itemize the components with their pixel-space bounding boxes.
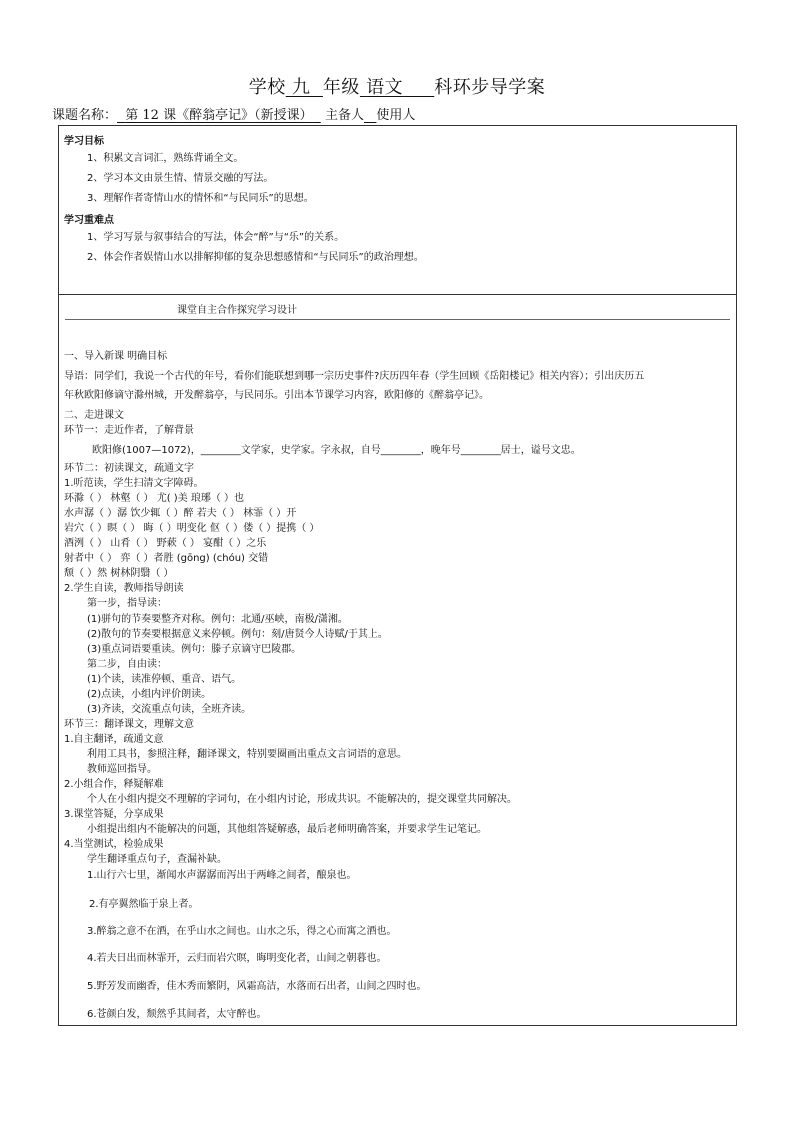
sentence-item: 6.苍颜白发，颓然乎其间者，太守醉也。 bbox=[87, 1009, 267, 1020]
text-line: 小组提出组内不能解决的问题，其他组答疑解惑，最后老师明确答案，并要求学生记笔记。 bbox=[87, 824, 487, 835]
sentence-item: 4.若夫日出而林霏开，云归而岩穴暝，晦明变化者，山间之朝暮也。 bbox=[87, 953, 387, 964]
design-box bbox=[58, 294, 737, 1026]
divider bbox=[65, 319, 730, 320]
text-line: 年秋欧阳修谪守滁州城，开发醉翁亭，与民同乐。引出本节课学习内容，欧阳修的《醉翁亭记》。 bbox=[64, 390, 489, 401]
task-line: 1.听范读，学生扫清文字障碍。 bbox=[64, 478, 204, 489]
sentence-item: 3.醉翁之意不在酒，在乎山水之间也。山水之乐，得之心而寓之酒也。 bbox=[87, 926, 397, 937]
text-line: (2)点读，小组内评价朗读。 bbox=[87, 689, 212, 700]
vocab-line: 环滁（ ） 林壑（ ） 尤( )美 琅琊（ ）也 bbox=[64, 493, 245, 504]
section-heading: 一、导入新课 明确目标 bbox=[64, 351, 168, 362]
vocab-line: 岩穴（ ）暝（ ） 晦（ ）明变化 伛（ ）偻（ ）提携（ ） bbox=[64, 523, 320, 534]
text-line: (3)齐读，交流重点句读，全班齐读。 bbox=[87, 704, 252, 715]
title-subject: 语文 bbox=[366, 77, 404, 98]
goal-item: 3、理解作者寄情山水的情怀和“与民同乐”的思想。 bbox=[87, 193, 314, 204]
task-line: 1.自主翻译，疏通文意 bbox=[64, 734, 164, 745]
course-name: 第 12 课《醉翁亭记》（新授课） bbox=[125, 108, 313, 123]
task-line: 2.小组合作，释疑解难 bbox=[64, 779, 164, 790]
step-heading: 环节二：初读课文，疏通文字 bbox=[64, 463, 194, 474]
focus-item: 1、学习写景与叙事结合的写法，体会“醉”与“乐”的关系。 bbox=[87, 232, 345, 243]
text-line: (3)重点词语要重读。例句：滕子京谪守巴陵郡。 bbox=[87, 644, 302, 655]
goal-item: 2、学习本文由景生情、情景交融的写法。 bbox=[87, 173, 274, 184]
text-line: 学生翻译重点句子，查漏补缺。 bbox=[87, 854, 227, 865]
text-line: (2)散句的节奏要根据意义来停顿。例句：刻/唐贤今人诗赋/于其上。 bbox=[87, 629, 388, 640]
planner-blank bbox=[364, 108, 376, 123]
sentence-item: 1.山行六七里，渐闻水声潺潺而泻出于两峰之间者，酿泉也。 bbox=[87, 870, 357, 881]
goals-box bbox=[58, 125, 737, 294]
step-heading: 环节一：走近作者，了解背景 bbox=[64, 425, 194, 436]
text-line: (1)个读，读准停顿、重音、语气。 bbox=[87, 674, 242, 685]
task-line: 2.学生自读，教师指导朗读 bbox=[64, 583, 184, 594]
course-label: 课题名称： bbox=[52, 108, 118, 123]
step-heading: 环节三：翻译课文，理解文意 bbox=[64, 719, 194, 730]
focus-item: 2、体会作者娱情山水以排解抑郁的复杂思想感情和“与民同乐”的政治理想。 bbox=[87, 252, 424, 263]
task-line: 3.课堂答疑，分享成果 bbox=[64, 809, 164, 820]
text-line: 第一步，指导读： bbox=[87, 598, 167, 609]
design-title: 课堂自主合作探究学习设计 bbox=[177, 305, 297, 316]
text-line: 第二步，自由读： bbox=[87, 659, 167, 670]
focus-heading: 学习重难点 bbox=[64, 215, 114, 226]
section-heading: 二、走进课文 bbox=[64, 410, 124, 421]
sentence-item: 5.野芳发而幽香，佳木秀而繁阴，风霜高洁，水落而石出者，山间之四时也。 bbox=[87, 981, 427, 992]
planner-label: 主备人 bbox=[325, 108, 365, 123]
user-label: 使用人 bbox=[376, 108, 416, 123]
text-line: 导语：同学们，我说一个古代的年号，看你们能联想到哪一宗历史事件?庆历四年春（学生回顾《岳阳楼记》相关内容）；引出庆历五 bbox=[64, 371, 645, 382]
course-line bbox=[52, 104, 415, 123]
task-line: 4.当堂测试，检验成果 bbox=[64, 839, 164, 850]
vocab-line: 水声潺（ ）潺 饮少辄（ ）醉 若夫（ ） 林霏（ ）开 bbox=[64, 508, 297, 519]
text-line: 利用工具书，参照注释，翻译课文，特别要圈画出重点文言词语的意思。 bbox=[87, 749, 407, 760]
title-grade-suffix: 年级 bbox=[322, 77, 360, 98]
page-title bbox=[0, 73, 794, 99]
title-grade: 九 bbox=[291, 77, 311, 98]
title-school: 学校 bbox=[248, 77, 286, 98]
author-line: 欧阳修(1007—1072)，________文学家，史学家。字永叔，自号________，晚年号________居士，谥号文忠。 bbox=[92, 445, 581, 456]
goal-item: 1、积累文言词汇，熟练背诵全文。 bbox=[87, 153, 244, 164]
vocab-line: 射者中（ ） 弈（ ）者胜 (gōng) (chóu) 交错 bbox=[64, 553, 269, 564]
text-line: 教师巡回指导。 bbox=[87, 764, 157, 775]
goals-heading: 学习目标 bbox=[64, 136, 104, 147]
vocab-line: 颓（ ）然 树林阴翳（ ） bbox=[64, 568, 174, 579]
sentence-item: 2.有亭翼然临于泉上者。 bbox=[89, 899, 199, 910]
title-rest: 科环步导学案 bbox=[434, 77, 546, 98]
text-line: 个人在小组内提交不理解的字词句，在小组内讨论，形成共识。不能解决的，提交课堂共同解决。 bbox=[87, 794, 517, 805]
text-line: (1)骈句的节奏要整齐对称。例句：北通/巫峡，南极/潇湘。 bbox=[87, 614, 348, 625]
vocab-line: 酒洌（ ） 山肴（ ） 野蔌（ ） 宴酣（ ）之乐 bbox=[64, 538, 267, 549]
